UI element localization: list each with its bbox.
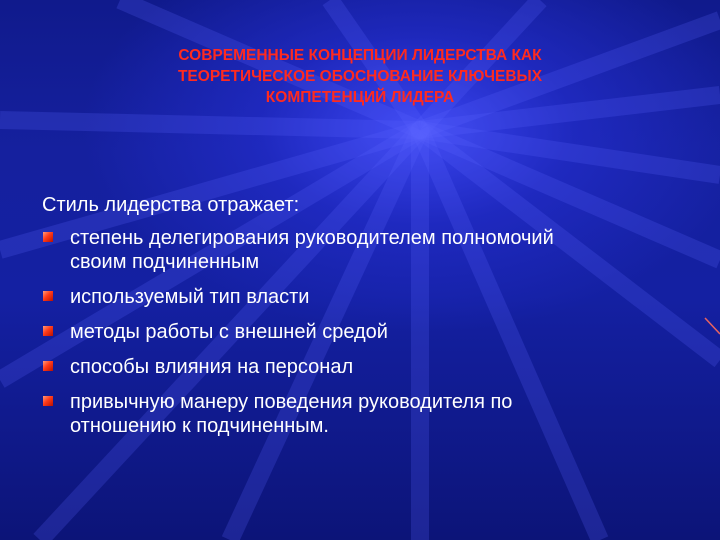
bullet-text: степень делегирования руководителем полномочий — [70, 227, 554, 249]
bullet-item — [42, 226, 672, 274]
red-square-bullet-icon — [43, 361, 53, 371]
red-square-bullet-icon — [43, 232, 53, 242]
bullet-item — [42, 390, 672, 438]
bullet-item — [42, 355, 672, 379]
title-line: СОВРЕМЕННЫЕ КОНЦЕПЦИИ ЛИДЕРСТВА КАК — [178, 47, 542, 64]
bullet-text: используемый тип власти — [70, 286, 310, 308]
red-square-bullet-icon — [43, 396, 53, 406]
intro-text: Стиль лидерства отражает: — [42, 194, 300, 216]
bullet-text: методы работы с внешней средой — [70, 321, 388, 343]
title-line: ТЕОРЕТИЧЕСКОЕ ОБОСНОВАНИЕ КЛЮЧЕВЫХ — [177, 68, 543, 85]
title-line: КОМПЕТЕНЦИЙ ЛИДЕРА — [265, 89, 455, 106]
bullet-item — [42, 285, 672, 309]
slide-title — [110, 45, 610, 108]
bullet-text: отношению к подчиненным. — [70, 415, 329, 437]
bullet-text: привычную манеру поведения руководителя по — [70, 391, 513, 413]
bullet-text: своим подчиненным — [70, 251, 260, 273]
bullet-item — [42, 320, 672, 344]
bullet-text: способы влияния на персонал — [70, 356, 354, 378]
bullet-list — [42, 226, 672, 449]
red-square-bullet-icon — [43, 291, 53, 301]
red-square-bullet-icon — [43, 326, 53, 336]
